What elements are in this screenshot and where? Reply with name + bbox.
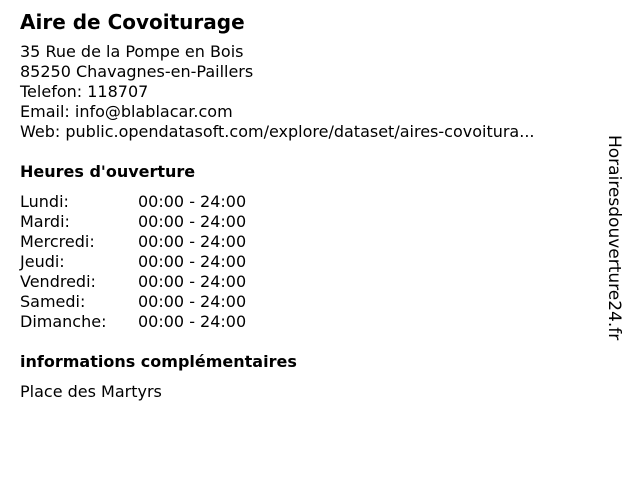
day-label: Mardi:	[20, 212, 70, 231]
place-card	[20, 10, 600, 402]
opening-hours-heading: Heures d'ouverture	[20, 162, 196, 181]
hours-row-monday	[20, 192, 600, 212]
day-label: Mercredi:	[20, 232, 95, 251]
hours-row-sunday	[20, 312, 600, 332]
website-link: Web: public.opendatasoft.com/explore/dataset/aires-covoitura...	[20, 122, 535, 141]
place-title: Aire de Covoiturage	[20, 10, 245, 34]
extra-info-heading: informations complémentaires	[20, 352, 297, 371]
hours-row-thursday	[20, 252, 600, 272]
site-watermark: Horairesdouverture24.fr	[604, 135, 624, 341]
day-label: Jeudi:	[20, 252, 65, 271]
day-label: Dimanche:	[20, 312, 107, 331]
hours-row-friday	[20, 272, 600, 292]
time-range: 00:00 - 24:00	[138, 272, 247, 291]
email-address: Email: info@blablacar.com	[20, 102, 233, 121]
extra-info-text: Place des Martyrs	[20, 382, 162, 401]
day-label: Vendredi:	[20, 272, 96, 291]
hours-row-saturday	[20, 292, 600, 312]
phone-number: Telefon: 118707	[20, 82, 149, 101]
time-range: 00:00 - 24:00	[138, 232, 247, 251]
time-range: 00:00 - 24:00	[138, 192, 247, 211]
time-range: 00:00 - 24:00	[138, 312, 247, 331]
time-range: 00:00 - 24:00	[138, 292, 247, 311]
time-range: 00:00 - 24:00	[138, 252, 247, 271]
hours-row-wednesday	[20, 232, 600, 252]
time-range: 00:00 - 24:00	[138, 212, 247, 231]
opening-hours-table	[20, 192, 600, 332]
hours-row-tuesday	[20, 212, 600, 232]
address-street: 35 Rue de la Pompe en Bois	[20, 42, 244, 61]
day-label: Samedi:	[20, 292, 86, 311]
day-label: Lundi:	[20, 192, 69, 211]
address-city: 85250 Chavagnes-en-Paillers	[20, 62, 254, 81]
